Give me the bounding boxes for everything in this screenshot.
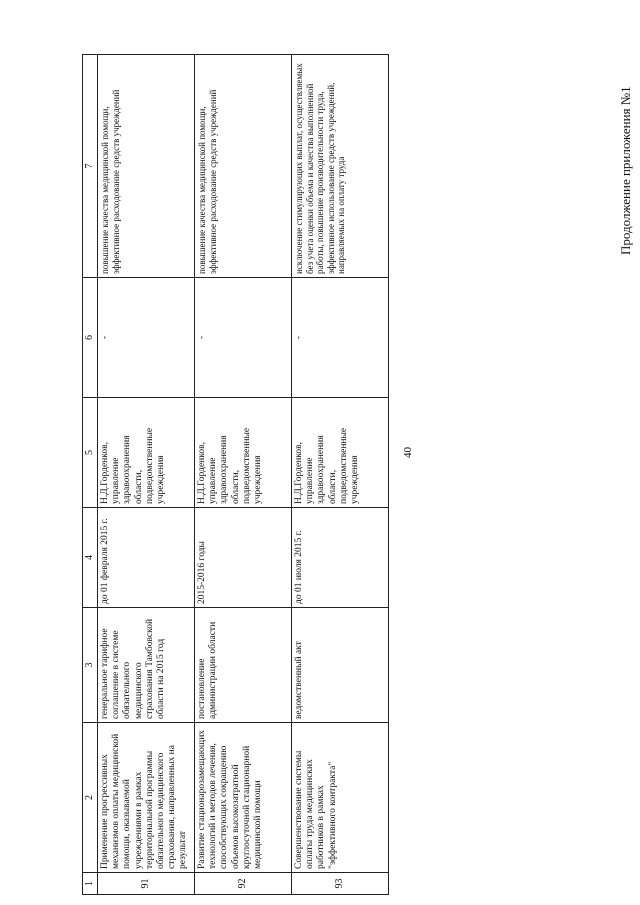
result-cell: повышение качества медицинской помощи, эффективное расходование средств учреждений [98,55,195,278]
document-cell: постановление администрации области [195,608,292,723]
appendix-caption: Продолжение приложения №1 [618,86,633,255]
header-cell: 6 [83,278,98,398]
responsible-cell: Н.Д.Горденков, управление здравоохранения области, подведомственные учреждения [98,398,195,508]
row-number: 92 [195,873,292,895]
measures-table [82,54,389,895]
header-cell: 7 [83,55,98,278]
table-row [98,55,195,895]
table-header-row [83,55,98,895]
effect-cell: - [195,278,292,398]
document-cell: генеральное тарифное соглашение в системе обязательного медицинского страхования Тамбовской области на 2015 год [98,608,195,723]
header-cell: 3 [83,608,98,723]
header-cell: 5 [83,398,98,508]
measure-cell: Применение прогрессивных механизмов оплаты медицинской помощи, оказываемой учреждениями в рамках территориальной программы обязательного медицинского страхования, направленных на результат [98,723,195,873]
result-cell: исключение стимулирующих выплат, осуществляемых без учета оценки объема и качества выполненной работы, повышение производительности труда, эффективное использование средств учреждений, направляемых на оплату труда [292,55,389,278]
measure-cell: Совершенствование системы оплаты труда медицинских работников в рамках "эффективного контракта" [292,723,389,873]
deadline-cell: до 01 февраля 2015 г. [98,508,195,608]
result-cell: повышение качества медицинской помощи, эффективное расходование средств учреждений [195,55,292,278]
deadline-cell: до 01 июля 2015 г. [292,508,389,608]
page-number: 40 [402,447,414,458]
header-cell: 1 [83,873,98,895]
effect-cell: - [98,278,195,398]
table-row [195,55,292,895]
deadline-cell: 2015-2016 годы [195,508,292,608]
header-cell: 2 [83,723,98,873]
header-cell: 4 [83,508,98,608]
measure-cell: Развитие стационарозамещающих технологий и методов лечения, способствующих сокращению объемов высокозатратной круглосуточной стационарной медицинской помощи [195,723,292,873]
effect-cell: - [292,278,389,398]
responsible-cell: Н.Д.Горденков, управление здравоохранения области, подведомственные учреждения [292,398,389,508]
responsible-cell: Н.Д.Горденков, управление здравоохранения области, подведомственные учреждения [195,398,292,508]
document-cell: ведомственный акт [292,608,389,723]
table-row [292,55,389,895]
row-number: 93 [292,873,389,895]
row-number: 91 [98,873,195,895]
